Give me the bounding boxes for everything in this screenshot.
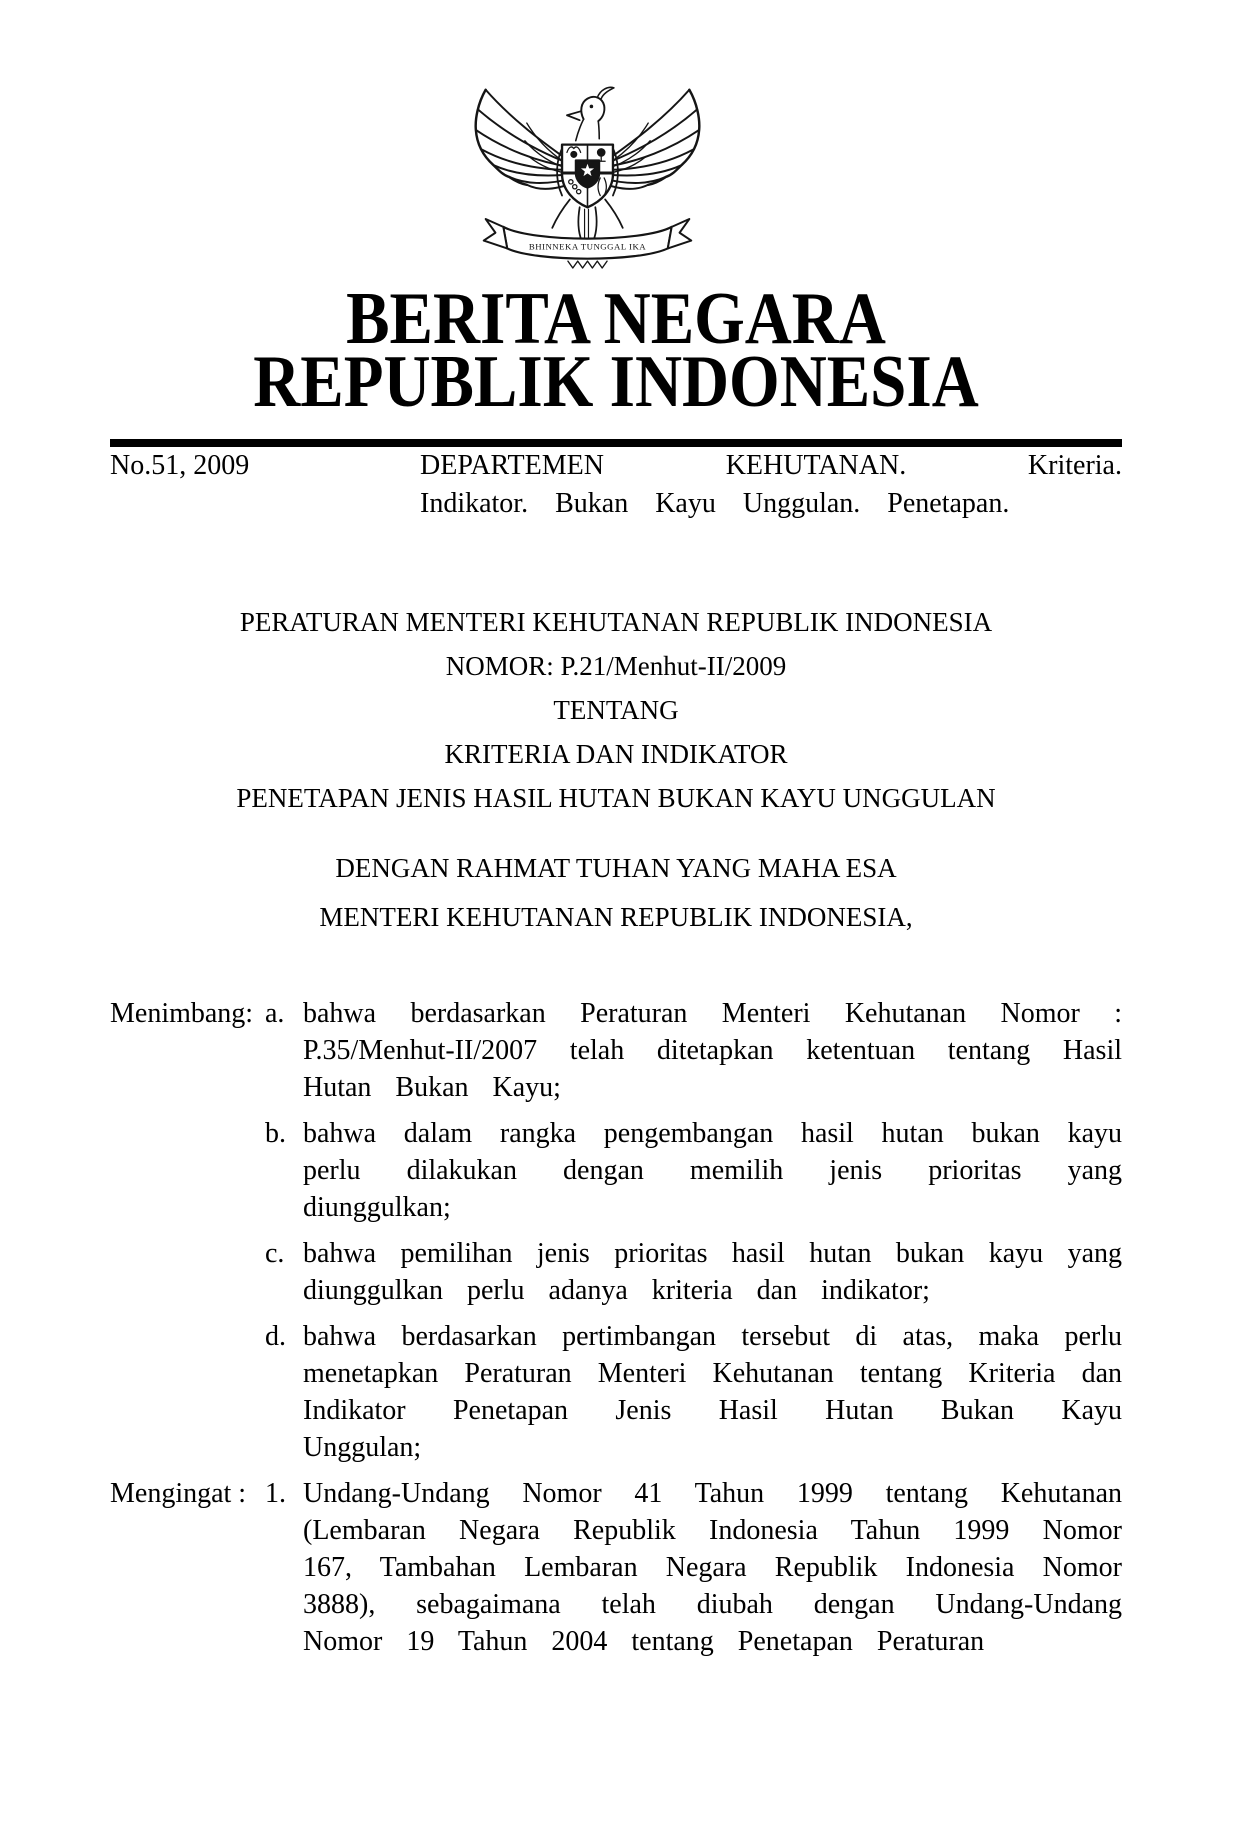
item-marker: a. <box>265 998 285 1029</box>
item-text: Undang-Undang Nomor 41 Tahun 1999 tentang Kehutanan (Lembaran Negara Republik Indonesia Tahun 1999 Nomor 167, Tambahan Lembaran Negara Republik Indonesia Nomor 3888), sebagaimana telah diubah dengan Undang-Undang Nomor 19 Tahun 2004 tentang Penetapan Peraturan <box>303 1478 1122 1657</box>
subject-line-2: Indikator. Bukan Kayu Unggulan. Penetapan. <box>420 488 1010 519</box>
regulation-title <box>110 600 1122 939</box>
regulation-subject-line-2: PENETAPAN JENIS HASIL HUTAN BUKAN KAYU UNGGULAN <box>236 783 996 813</box>
gazette-page <box>0 76 1240 1831</box>
gazette-title <box>171 278 1062 423</box>
legal-basis-item-1 <box>110 1475 1122 1660</box>
masthead <box>110 76 1122 447</box>
regulation-tentang-line: TENTANG <box>553 695 679 725</box>
item-marker: d. <box>265 1321 286 1352</box>
considerations-section <box>110 995 1122 1466</box>
subject-line-1 <box>420 447 1122 485</box>
subject-word-2: KEHUTANAN. <box>725 450 907 481</box>
emblem-motto: BHINNEKA TUNGGAL IKA <box>528 241 646 252</box>
legal-basis-label: Mengingat : <box>110 1478 247 1509</box>
item-marker: b. <box>265 1118 286 1149</box>
subject-word-3: Kriteria. <box>1027 450 1122 481</box>
invocation-line: DENGAN RAHMAT TUHAN YANG MAHA ESA <box>335 853 897 883</box>
item-text: bahwa pemilihan jenis prioritas hasil hutan bukan kayu yang diunggulkan perlu adanya kriteria dan indikator; <box>303 1238 1122 1306</box>
garuda-pancasila-icon <box>470 76 705 272</box>
subject-word-1: DEPARTEMEN <box>420 450 604 481</box>
item-text: bahwa dalam rangka pengembangan hasil hutan bukan kayu perlu dilakukan dengan memilih jenis prioritas yang diunggulkan; <box>303 1118 1122 1223</box>
legal-basis-section <box>110 1475 1122 1660</box>
item-text: bahwa berdasarkan Peraturan Menteri Kehutanan Nomor : P.35/Menhut-II/2007 telah ditetapkan ketentuan tentang Hasil Hutan Bukan Kayu; <box>303 998 1122 1103</box>
item-marker: 1. <box>265 1478 286 1509</box>
consideration-item-d <box>110 1318 1122 1466</box>
garuda-pancasila-emblem <box>470 76 705 272</box>
regulation-subject-line-1: KRITERIA DAN INDIKATOR <box>444 739 788 769</box>
regulation-title-line-1: PERATURAN MENTERI KEHUTANAN REPUBLIK INDONESIA <box>239 607 993 637</box>
item-text: bahwa berdasarkan pertimbangan tersebut di atas, maka perlu menetapkan Peraturan Menteri Kehutanan tentang Kriteria dan Indikator Penetapan Jenis Hasil Hutan Bukan Kayu Unggulan; <box>303 1321 1122 1463</box>
authority-line: MENTERI KEHUTANAN REPUBLIK INDONESIA, <box>319 902 913 932</box>
consideration-item-c <box>110 1235 1122 1309</box>
item-marker: c. <box>265 1238 285 1269</box>
considerations-label: Menimbang: <box>110 998 254 1029</box>
issue-number: No.51, 2009 <box>110 450 250 481</box>
gazette-title-line2: REPUBLIK INDONESIA <box>253 341 979 423</box>
subject-block <box>420 447 1122 523</box>
regulation-number-line: NOMOR: P.21/Menhut-II/2009 <box>445 651 787 681</box>
gazette-title-line1: BERITA NEGARA <box>346 278 886 360</box>
consideration-item-b <box>110 1115 1122 1226</box>
issue-row <box>110 447 1122 523</box>
consideration-item-a <box>110 995 1122 1106</box>
